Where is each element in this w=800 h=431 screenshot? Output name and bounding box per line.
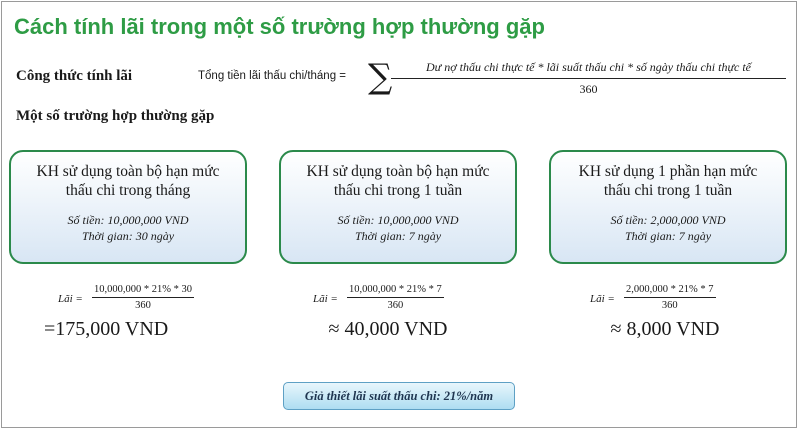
case-time: Thời gian: 7 ngày — [624, 229, 712, 243]
case-heading-line2: thấu chi trong 1 tuần — [333, 182, 463, 199]
case-heading-line1: KH sử dụng toàn bộ hạn mức — [36, 163, 220, 180]
sigma-symbol: ∑ — [368, 57, 393, 97]
calc-numerator: 10,000,000 * 21% * 30 — [92, 284, 194, 298]
calc-denominator: 360 — [135, 300, 151, 311]
formula-lhs: Tổng tiền lãi thấu chi/tháng = — [198, 70, 347, 82]
calc-result: ≈ 8,000 VND — [610, 318, 720, 340]
case-calc-partial-week — [590, 284, 740, 341]
calc-equation — [58, 284, 208, 316]
case-heading-line1: KH sử dụng toàn bộ hạn mức — [306, 163, 490, 180]
case-time: Thời gian: 30 ngày — [81, 229, 175, 243]
interest-rate-assumption-note: Giả thiết lãi suất thấu chi: 21%/năm — [283, 382, 515, 410]
case-card-partial-week — [549, 150, 787, 264]
calc-result: =175,000 VND — [44, 318, 169, 340]
formula-label: Công thức tính lãi — [16, 68, 133, 84]
calc-label: Lãi = — [590, 293, 615, 305]
calc-fraction — [347, 284, 444, 311]
formula-numerator: Dư nợ thấu chi thực tế * lãi suất thấu chi * số ngày thấu chi thực tế — [391, 60, 786, 79]
calc-denominator: 360 — [661, 300, 678, 311]
calc-result: ≈ 40,000 VND — [328, 318, 448, 340]
case-card-full-month — [9, 150, 247, 264]
case-card-full-week — [279, 150, 517, 264]
calc-fraction — [92, 284, 194, 311]
formula-denominator: 360 — [579, 82, 598, 96]
interest-formula — [198, 58, 788, 104]
calc-numerator: 2,000,000 * 21% * 7 — [624, 284, 716, 298]
case-heading-line2: thấu chi trong tháng — [65, 182, 191, 199]
case-amount: Số tiền: 2,000,000 VND — [610, 213, 726, 227]
calc-label: Lãi = — [313, 293, 338, 305]
calc-equation — [590, 284, 740, 316]
case-heading-line2: thấu chi trong 1 tuần — [603, 182, 733, 199]
calc-fraction — [624, 284, 716, 311]
case-heading-line1: KH sử dụng 1 phần hạn mức — [578, 163, 758, 180]
case-calc-full-month — [44, 284, 208, 341]
case-heading — [551, 162, 785, 200]
case-heading — [11, 162, 245, 200]
calc-numerator: 10,000,000 * 21% * 7 — [347, 284, 444, 298]
calc-denominator: 360 — [387, 300, 404, 311]
page-title: Cách tính lãi trong một số trường hợp thường gặp — [14, 14, 545, 39]
case-heading — [281, 162, 515, 200]
calc-equation — [313, 284, 463, 316]
case-amount: Số tiền: 10,000,000 VND — [67, 213, 189, 227]
calc-label: Lãi = — [58, 293, 83, 305]
case-time: Thời gian: 7 ngày — [354, 229, 442, 243]
section-title: Một số trường hợp thường gặp — [16, 108, 215, 124]
case-amount: Số tiền: 10,000,000 VND — [337, 213, 459, 227]
case-calc-full-week — [313, 284, 463, 341]
